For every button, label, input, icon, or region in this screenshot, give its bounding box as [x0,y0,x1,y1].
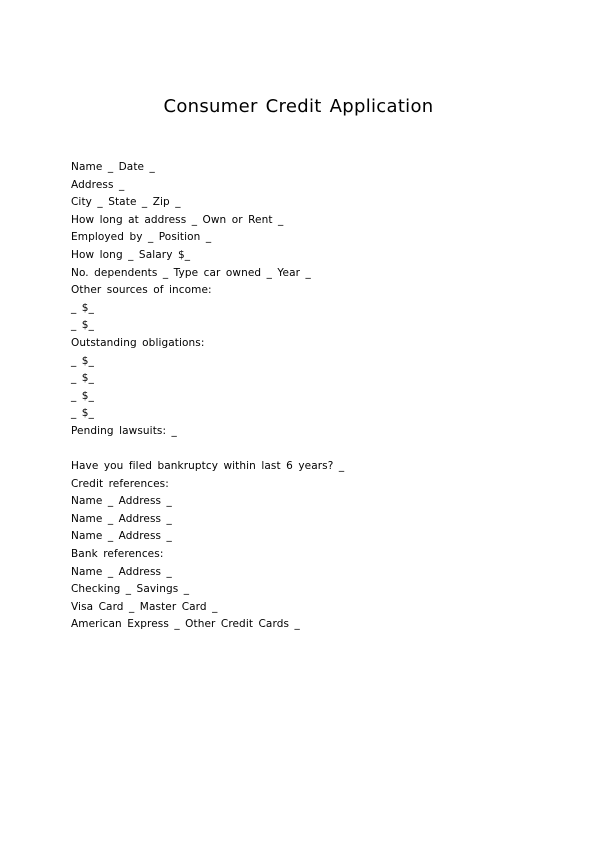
pending-lawsuits-line: Pending lawsuits: _ [71,424,177,437]
checking-savings-line: Checking _ Savings _ [71,583,190,596]
obligation-entry-4: _ $_ [71,407,94,420]
other-income-entry-1: _ $_ [71,301,94,314]
bank-references-heading: Bank references: [71,548,164,561]
credit-references-heading: Credit references: [71,477,169,490]
dependents-car-line: No. dependents _ Type car owned _ Year _ [71,266,311,279]
document-title: Consumer Credit Application [163,96,434,117]
obligation-entry-3: _ $_ [71,389,94,402]
bankruptcy-line: Have you filed bankruptcy within last 6 years? _ [71,460,345,473]
blank-line [71,441,571,459]
credit-reference-3: Name _ Address _ [71,530,172,543]
credit-reference-2: Name _ Address _ [71,512,172,525]
obligations-heading: Outstanding obligations: [71,336,205,349]
obligation-entry-1: _ $_ [71,354,94,367]
residence-line: How long at address _ Own or Rent _ [71,213,284,226]
other-income-heading: Other sources of income: [71,284,212,297]
bank-reference-1: Name _ Address _ [71,565,172,578]
salary-line: How long _ Salary $_ [71,248,191,261]
visa-mastercard-line: Visa Card _ Master Card _ [71,600,218,613]
employer-line: Employed by _ Position _ [71,231,212,244]
credit-reference-1: Name _ Address _ [71,495,172,508]
amex-other-cards-line: American Express _ Other Credit Cards _ [71,618,300,631]
address-line: Address _ [71,178,125,191]
obligation-entry-2: _ $_ [71,372,94,385]
city-state-zip-line: City _ State _ Zip _ [71,196,181,209]
other-income-entry-2: _ $_ [71,319,94,332]
form-lines [71,159,571,634]
name-date-line: Name _ Date _ [71,161,155,173]
